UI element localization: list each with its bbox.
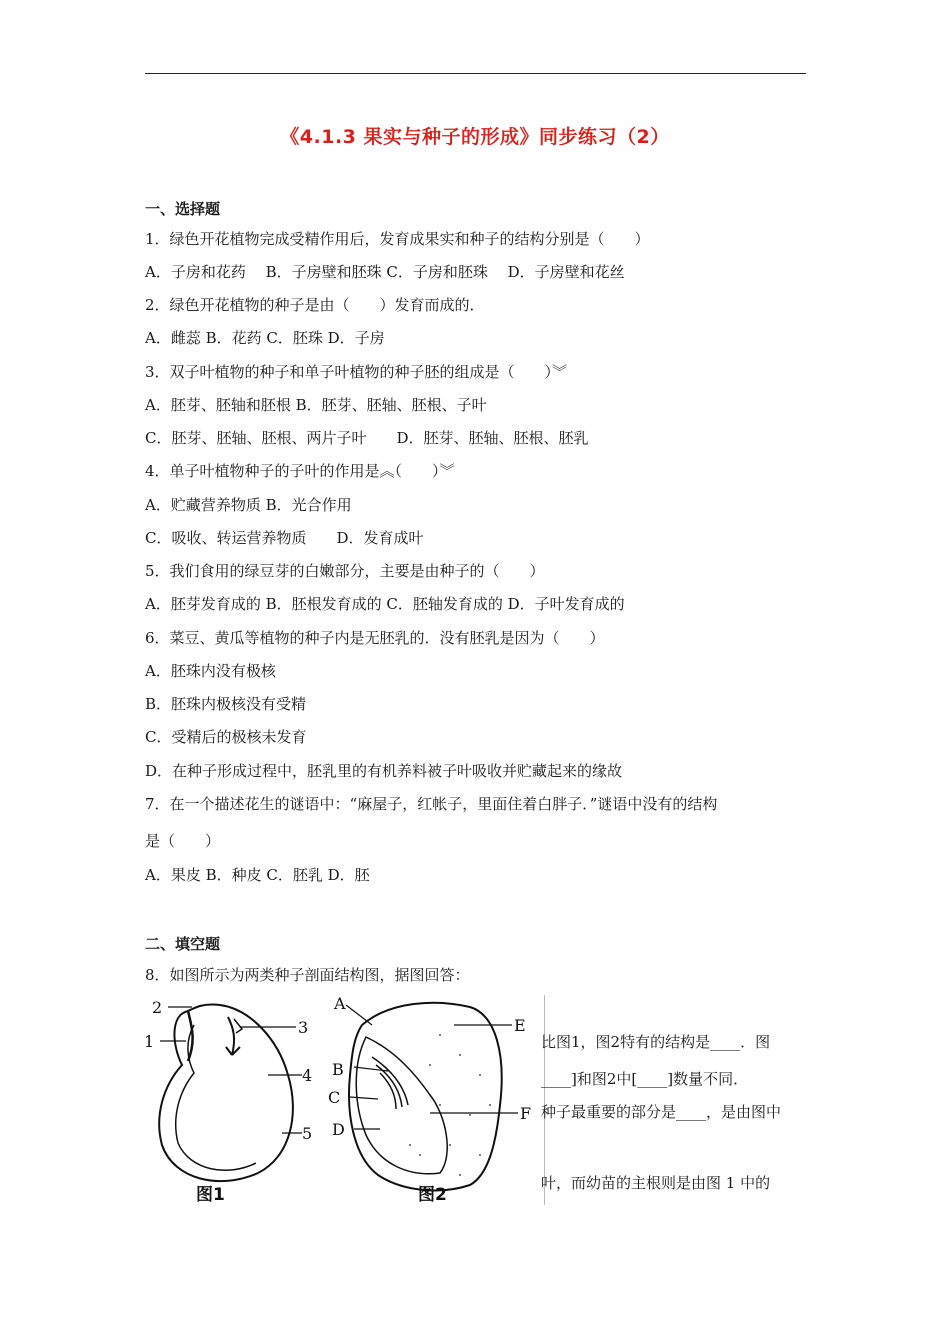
partial-text-line: 种子最重要的部分是____，是由图中 [541, 1103, 782, 1121]
fig2-label-f: F [520, 1104, 532, 1123]
question-line: 是（ ） [145, 832, 221, 850]
partial-text-line: 叶，而幼苗的主根则是由图 1 中的 [541, 1174, 771, 1192]
question-option: A．胚芽、胚轴和胚根 B．胚芽、胚轴、胚根、子叶 [145, 396, 487, 414]
question-option: A．胚芽发育成的 B．胚根发育成的 C．胚轴发育成的 D．子叶发育成的 [145, 595, 625, 613]
section-heading-fill: 二、填空题 [145, 935, 221, 953]
page-title: 《4.1.3 果实与种子的形成》同步练习（2） [280, 126, 670, 148]
seed-diagram-svg [140, 995, 545, 1205]
question-option: A．胚珠内没有极核 [145, 662, 276, 680]
fig2-label-a: A [334, 995, 346, 1013]
fig1-seed-outline [159, 1004, 293, 1181]
fig2-label-b: B [332, 1060, 344, 1079]
seed-diagram-figure [140, 995, 545, 1205]
fig2-label-d: D [332, 1120, 345, 1139]
fig1-label-5: 5 [302, 1124, 313, 1143]
question-line: 1．绿色开花植物完成受精作用后，发育成果实和种子的结构分别是（ ） [145, 230, 650, 248]
question-line: 2．绿色开花植物的种子是由（ ）发育而成的． [145, 296, 485, 314]
fig1-label-4: 4 [302, 1066, 313, 1085]
question-option: C．吸收、转运营养物质 D．发育成叶 [145, 529, 424, 547]
fig1-caption: 图1 [196, 1185, 225, 1205]
question-option: A．果皮 B．种皮 C．胚乳 D．胚 [145, 866, 370, 884]
fig2-label-c: C [328, 1088, 341, 1107]
question-line: 3．双子叶植物的种子和单子叶植物的种子胚的组成是（ ）︾ [145, 363, 568, 381]
fig1-label-2: 2 [152, 998, 163, 1017]
question-option: B．胚珠内极核没有受精 [145, 695, 307, 713]
fig2-caption: 图2 [418, 1185, 447, 1205]
question-line: 4．单子叶植物种子的子叶的作用是︽（ ）︾ [145, 462, 455, 480]
section-heading-choice: 一、选择题 [145, 200, 221, 218]
question-option: A．子房和花药 B．子房壁和胚珠 C．子房和胚珠 D．子房壁和花丝 [145, 263, 625, 281]
fig1-label-1: 1 [144, 1032, 155, 1051]
fig2-seed-outline [349, 1003, 502, 1191]
question-line: 7．在一个描述花生的谜语中：“麻屋子，红帐子，里面住着白胖子．”谜语中没有的结构 [145, 795, 718, 813]
question-option: D．在种子形成过程中，胚乳里的有机养料被子叶吸收并贮藏起来的缘故 [145, 762, 623, 780]
question-option: A．贮藏营养物质 B．光合作用 [145, 496, 352, 514]
fig1-seed-inner [176, 1025, 256, 1170]
question-option: C．受精后的极核未发育 [145, 728, 307, 746]
question-line: 5．我们食用的绿豆芽的白嫩部分，主要是由种子的（ ） [145, 562, 545, 580]
question-line: 6．菜豆、黄瓜等植物的种子内是无胚乳的．没有胚乳是因为（ ） [145, 629, 605, 647]
fig2-label-e: E [514, 1016, 526, 1035]
fig1-label-3: 3 [298, 1018, 309, 1037]
fig2-plumule [372, 1057, 408, 1109]
partial-text-line: ____]和图2中[____]数量不同． [541, 1070, 749, 1088]
question-option: A．雌蕊 B．花药 C．胚珠 D．子房 [145, 329, 385, 347]
partial-text-line: 比图1，图2特有的结构是____．图 [541, 1033, 771, 1051]
question-option: C．胚芽、胚轴、胚根、两片子叶 D．胚芽、胚轴、胚根、胚乳 [145, 429, 589, 447]
question-line: 8．如图所示为两类种子剖面结构图，据图回答： [145, 966, 470, 984]
header-rule [145, 73, 806, 74]
